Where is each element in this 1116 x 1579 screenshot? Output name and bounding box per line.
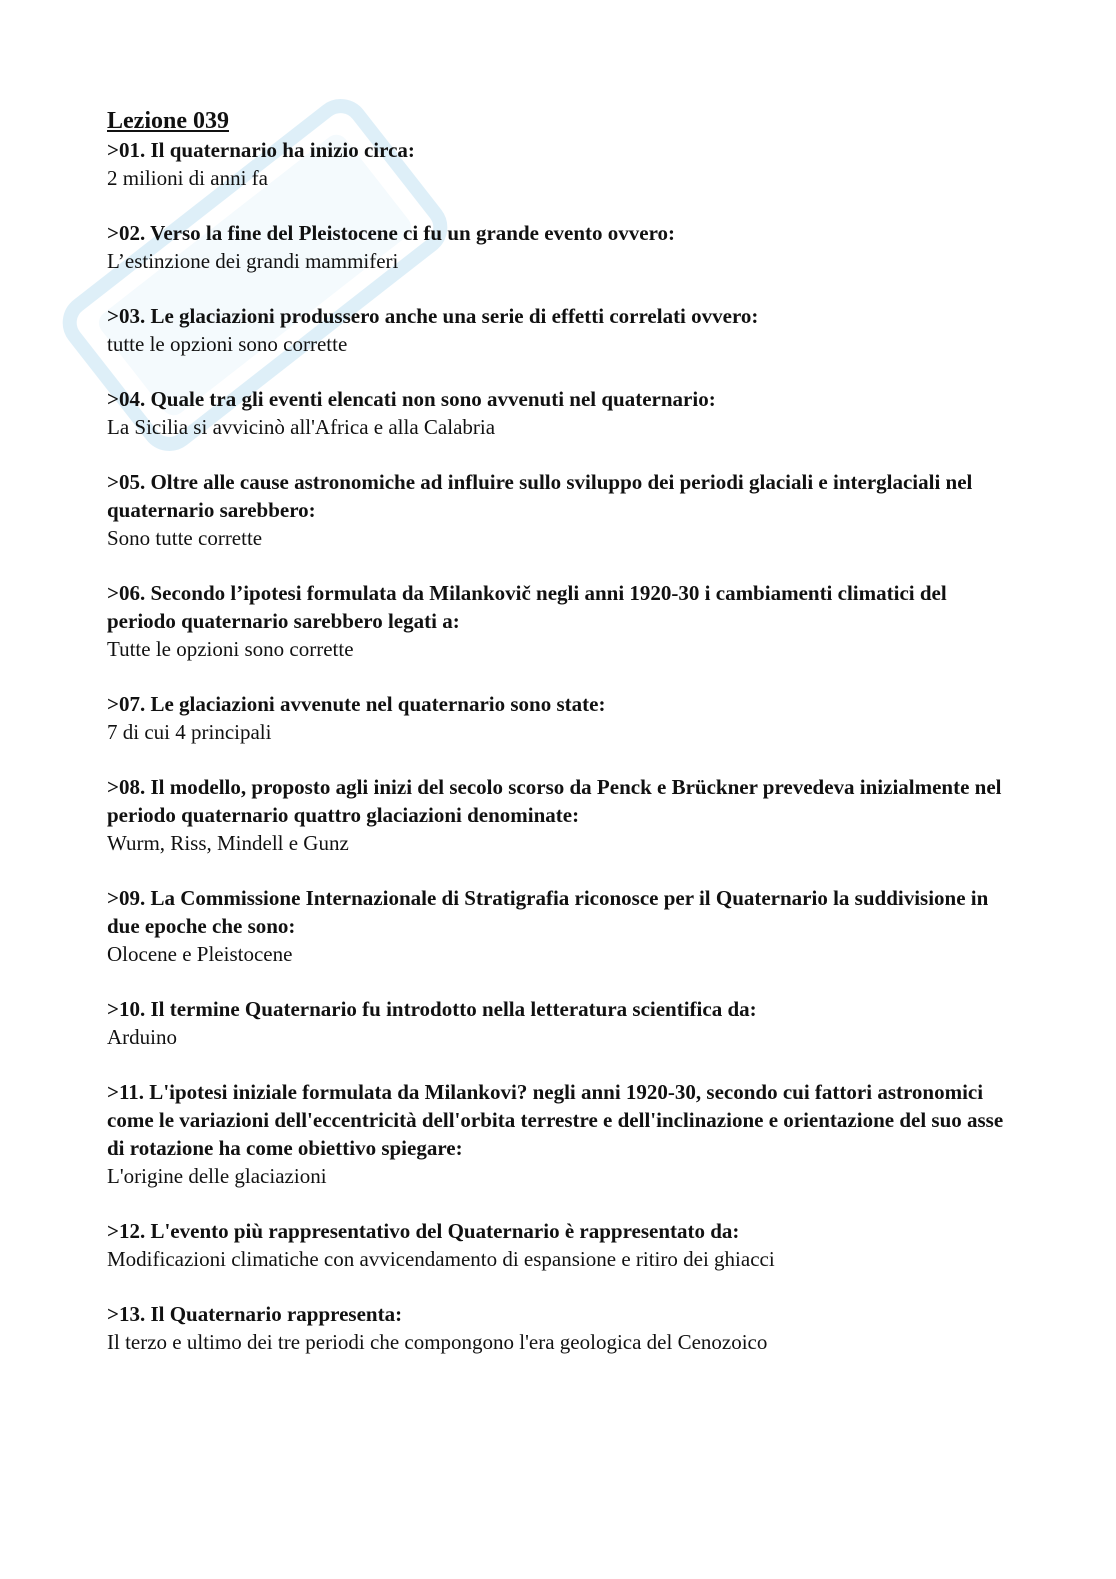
qa-item xyxy=(107,773,1007,857)
answer-text: Modificazioni climatiche con avvicendamento di espansione e ritiro dei ghiacci xyxy=(107,1247,775,1271)
question-text: >12. L'evento più rappresentativo del Quaternario è rappresentato da: xyxy=(107,1219,740,1243)
document-page xyxy=(107,106,1007,1383)
question-text: >09. La Commissione Internazionale di Stratigrafia riconosce per il Quaternario la suddivisione in due epoche che sono: xyxy=(107,886,989,938)
question-text: >05. Oltre alle cause astronomiche ad influire sullo sviluppo dei periodi glaciali e interglaciali nel quaternario sarebbero: xyxy=(107,470,973,522)
qa-item xyxy=(107,136,1007,192)
answer-text: L'origine delle glaciazioni xyxy=(107,1164,327,1188)
qa-item xyxy=(107,468,1007,552)
answer-text: Sono tutte corrette xyxy=(107,526,263,550)
answer-text: La Sicilia si avvicinò all'Africa e alla Calabria xyxy=(107,415,496,439)
question-text: >08. Il modello, proposto agli inizi del secolo scorso da Penck e Brückner prevedeva inizialmente nel periodo quaternario quattro glaciazioni denominate: xyxy=(107,775,1002,827)
lesson-title: Lezione 039 xyxy=(107,108,229,134)
answer-text: Olocene e Pleistocene xyxy=(107,942,293,966)
question-text: >04. Quale tra gli eventi elencati non sono avvenuti nel quaternario: xyxy=(107,387,716,411)
question-text: >07. Le glaciazioni avvenute nel quaternario sono state: xyxy=(107,692,606,716)
question-text: >13. Il Quaternario rappresenta: xyxy=(107,1302,403,1326)
question-text: >02. Verso la fine del Pleistocene ci fu un grande evento ovvero: xyxy=(107,221,676,245)
answer-text: 2 milioni di anni fa xyxy=(107,166,268,190)
question-text: >11. L'ipotesi iniziale formulata da Milankovi? negli anni 1920-30, secondo cui fattori astronomici come le variazioni dell'eccentricità dell'orbita terrestre e dell'inclinazione e orientazione del suo asse di rotazione ha come obiettivo spiegare: xyxy=(107,1080,1004,1160)
qa-item xyxy=(107,690,1007,746)
qa-item xyxy=(107,995,1007,1051)
question-text: >03. Le glaciazioni produssero anche una serie di effetti correlati ovvero: xyxy=(107,304,759,328)
answer-text: L’estinzione dei grandi mammiferi xyxy=(107,249,399,273)
qa-item xyxy=(107,1078,1007,1190)
answer-text: Il terzo e ultimo dei tre periodi che compongono l'era geologica del Cenozoico xyxy=(107,1330,768,1354)
qa-item xyxy=(107,302,1007,358)
qa-item xyxy=(107,1300,1007,1356)
answer-text: 7 di cui 4 principali xyxy=(107,720,272,744)
question-text: >06. Secondo l’ipotesi formulata da Milankovič negli anni 1920-30 i cambiamenti climatici del periodo quaternario sarebbero legati a: xyxy=(107,581,947,633)
question-text: >10. Il termine Quaternario fu introdotto nella letteratura scientifica da: xyxy=(107,997,757,1021)
qa-item xyxy=(107,579,1007,663)
answer-text: Arduino xyxy=(107,1025,177,1049)
answer-text: Tutte le opzioni sono corrette xyxy=(107,637,354,661)
answer-text: Wurm, Riss, Mindell e Gunz xyxy=(107,831,349,855)
qa-item xyxy=(107,219,1007,275)
answer-text: tutte le opzioni sono corrette xyxy=(107,332,348,356)
qa-item xyxy=(107,884,1007,968)
qa-item xyxy=(107,1217,1007,1273)
question-text: >01. Il quaternario ha inizio circa: xyxy=(107,138,415,162)
qa-item xyxy=(107,385,1007,441)
